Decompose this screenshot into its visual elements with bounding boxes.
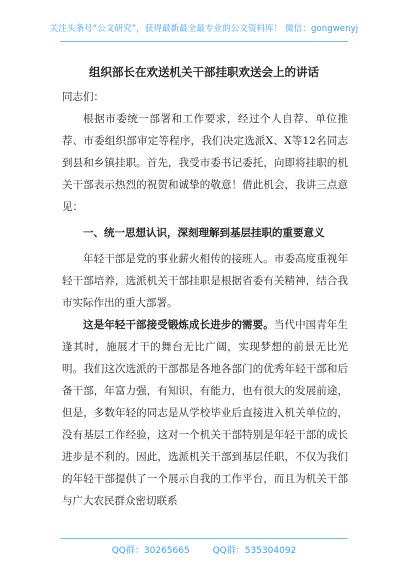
footer-qq-group-2: QQ群：535304092: [212, 546, 297, 556]
salutation: 同志们：: [62, 91, 104, 103]
header-banner: 关注头条号“公文研究”，获得最新最全最专业的公文资料库！ 微信：gongwenyj: [49, 24, 359, 34]
footer-qq-group-1: QQ群：30265665: [111, 546, 190, 556]
document-body: [62, 86, 348, 512]
footer-rule: [60, 538, 348, 539]
paragraph-intro: 根据市委统一部署和工作要求，经过个人自荐、单位推荐、市委组织部审定等程序，我们决定选派X、X等12名同志到县和乡镇挂职。首先，我受市委书记委托，向即将挂职的机关干部表示热烈的祝贺和诚挚的敬意！借此机会，我讲三点意见：: [62, 113, 348, 213]
paragraph-3: [62, 314, 348, 512]
footer: [0, 543, 408, 556]
document-title: 组织部长在欢送机关干部挂职欢送会上的讲话: [89, 65, 319, 79]
section-heading-1: 一、统一思想认识，深刻理解到基层挂职的重要意义: [83, 227, 325, 239]
paragraph-2: 年轻干部是党的事业薪火相传的接班人。市委高度重视年轻干部培养，选派机关干部挂职是根据省委有关精神，结合我市实际作出的重大部署。: [62, 253, 348, 309]
paragraph-3-text: 当代中国青年生逢其时，施展才干的舞台无比广阔，实现梦想的前景无比光明。我们这次选派的干部都是各地各部门的优秀年轻干部和后备干部，年富力强，有知识，有能力，也有很大的发展前途，但是，多数年轻的同志是从学校毕业后直接进入机关单位的，没有基层工作经验，这对一个机关干部特别是年轻干部的成长进步是不利的。因此，选派机关干部到基层任职，不仅为我们的年轻干部提供了一个展示自我的工作平台，而且为机关干部与广大农民群众密切联系: [62, 319, 348, 507]
header-rule: [60, 41, 348, 42]
paragraph-3-lead: 这是年轻干部接受锻炼成长进步的需要。: [83, 319, 274, 331]
